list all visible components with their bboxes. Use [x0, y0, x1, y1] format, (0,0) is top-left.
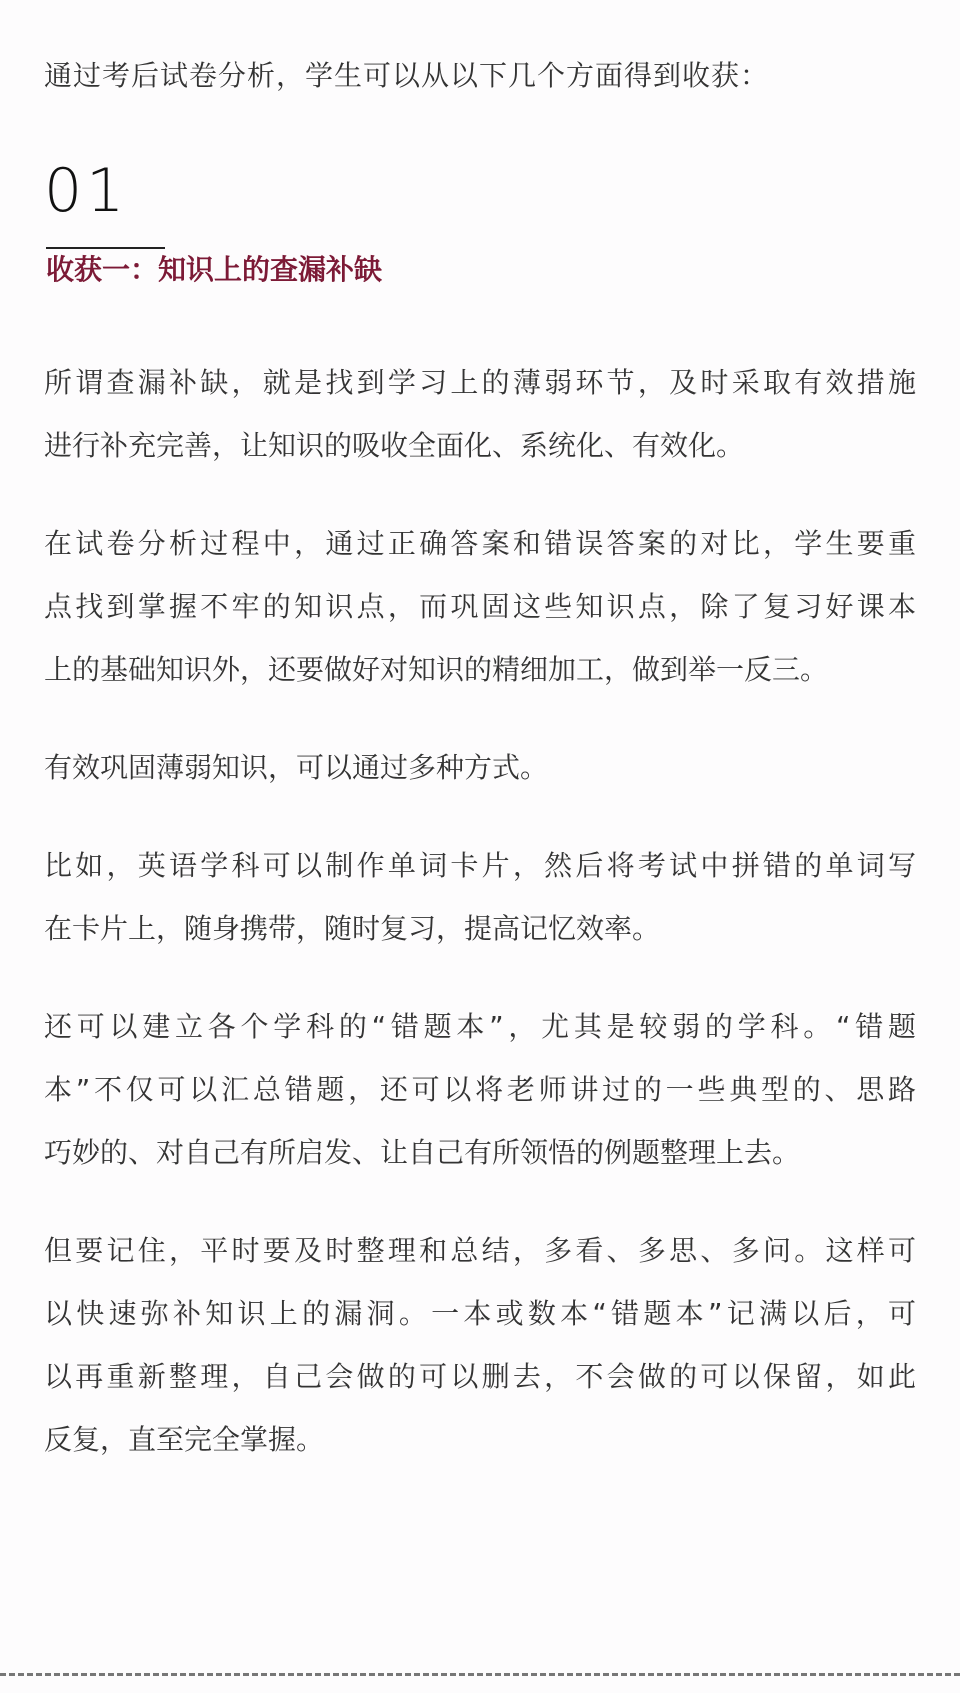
section-title: 收获一：知识上的查漏补缺 [46, 253, 383, 286]
paragraph-line: 有效巩固薄弱知识，可以通过多种方式。 [44, 751, 549, 784]
paragraph-line: 巧妙的、对自己有所启发、让自己有所领悟的例题整理上去。 [44, 1136, 801, 1169]
paragraph [44, 1219, 916, 1471]
section-divider [46, 247, 165, 249]
intro-text: 通过考后试卷分析，学生可以从以下几个方面得到收获： [44, 59, 770, 92]
paragraph-line: 以快速弥补知识上的漏洞。一本或数本“错题本”记满以后，可 [44, 1297, 916, 1330]
paragraph-line: 比如，英语学科可以制作单词卡片，然后将考试中拼错的单词写 [44, 849, 916, 882]
dashed-separator [0, 1673, 960, 1676]
paragraph-line: 在卡片上，随身携带，随时复习，提高记忆效率。 [44, 912, 661, 945]
section-number: 01 [44, 156, 129, 226]
paragraph-line: 以再重新整理，自己会做的可以删去，不会做的可以保留，如此 [44, 1360, 916, 1393]
paragraph [44, 512, 916, 701]
paragraph [44, 995, 916, 1184]
paragraph-line: 进行补充完善，让知识的吸收全面化、系统化、有效化。 [44, 429, 745, 462]
paragraph [44, 736, 916, 799]
paragraph [44, 351, 916, 477]
article-body [44, 351, 916, 1506]
paragraph-line: 在试卷分析过程中，通过正确答案和错误答案的对比，学生要重 [44, 527, 916, 560]
paragraph [44, 834, 916, 960]
paragraph-line: 本”不仅可以汇总错题，还可以将老师讲过的一些典型的、思路 [44, 1073, 916, 1106]
paragraph-line: 反复，直至完全掌握。 [44, 1423, 325, 1456]
paragraph-line: 点找到掌握不牢的知识点，而巩固这些知识点，除了复习好课本 [44, 590, 916, 623]
paragraph-line: 还可以建立各个学科的“错题本”，尤其是较弱的学科。“错题 [44, 1010, 916, 1043]
paragraph-line: 上的基础知识外，还要做好对知识的精细加工，做到举一反三。 [44, 653, 829, 686]
paragraph-line: 但要记住，平时要及时整理和总结，多看、多思、多问。这样可 [44, 1234, 916, 1267]
paragraph-line: 所谓查漏补缺，就是找到学习上的薄弱环节，及时采取有效措施 [44, 366, 916, 399]
